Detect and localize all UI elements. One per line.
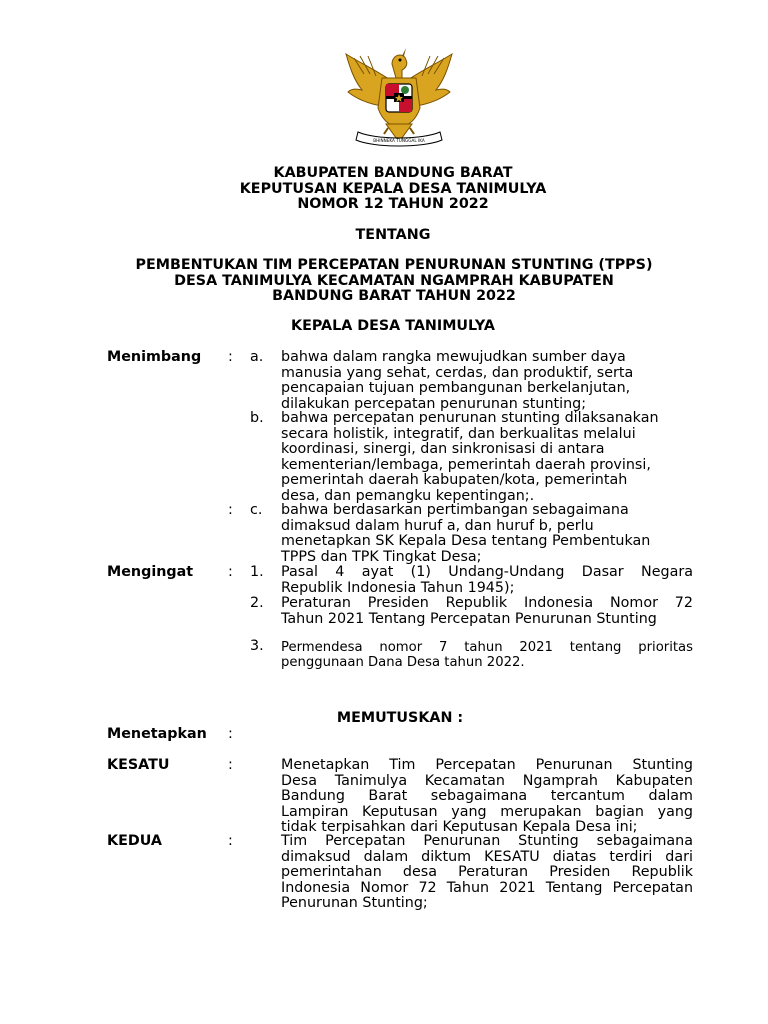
item-mark: 3. [250, 638, 264, 654]
item-mark: b. [250, 410, 264, 426]
garuda-emblem-icon [340, 44, 458, 152]
text-line: Tahun 2021 Tentang Percepatan Penurunan Stunting [281, 610, 657, 627]
mengingat-item-2 [281, 596, 693, 627]
text-line: manusia yang sehat, cerdas, dan produktif, serta [281, 364, 634, 381]
mengingat-label: Mengingat [107, 564, 194, 580]
item-mark: 2. [250, 595, 264, 611]
menimbang-colon: : [228, 349, 233, 365]
text-line: desa, dan pemangku kepentingan;. [281, 487, 535, 504]
text-line: bahwa percepatan penurunan stunting dilaksanakan [281, 410, 659, 426]
item-mark: 1. [250, 564, 264, 580]
official-title: KEPALA DESA TANIMULYA [291, 318, 495, 334]
text-line: bahwa berdasarkan pertimbangan sebagaimana [281, 502, 629, 518]
text-line: kementerian/lembaga, pemerintah daerah provinsi, [281, 456, 651, 473]
item-mark: c. [250, 502, 263, 518]
memutuskan-heading: MEMUTUSKAN : [336, 710, 464, 726]
text-line: bahwa dalam rangka mewujudkan sumber daya [281, 349, 626, 365]
text-line: Bandung Barat sebagaimana tercantum dalam [281, 788, 693, 804]
header-tentang: TENTANG [355, 227, 431, 243]
menimbang-item-b [281, 411, 693, 504]
text-line: Desa Tanimulya Kecamatan Ngamprah Kabupaten [281, 772, 693, 789]
text-line: Lampiran Keputusan yang merupakan bagian yang [281, 803, 693, 820]
text-line: Tim Percepatan Penurunan Stunting sebagaimana [281, 833, 693, 849]
text-line: TPPS dan TPK Tingkat Desa; [281, 548, 482, 565]
menetapkan-colon: : [228, 726, 233, 742]
kedua-label: KEDUA [107, 833, 162, 849]
text-line: Penurunan Stunting; [281, 895, 428, 911]
text-line: dimaksud dalam diktum KESATU diatas terdiri dari [281, 848, 693, 865]
text-line: Pasal 4 ayat (1) Undang-Undang Dasar Negara [281, 564, 693, 580]
text-line: pencapaian tujuan pembangunan berkelanjutan, [281, 380, 631, 396]
item-colon: : [228, 502, 233, 518]
kesatu-colon: : [228, 757, 233, 773]
text-line: penggunaan Dana Desa tahun 2022. [281, 654, 525, 670]
text-line: dilakukan percepatan penurunan stunting; [281, 395, 587, 412]
header-region: KABUPATEN BANDUNG BARAT [273, 165, 513, 181]
mengingat-item-1 [281, 565, 693, 596]
text-line: Republik Indonesia Tahun 1945); [281, 579, 515, 596]
decree-subject-line: PEMBENTUKAN TIM PERCEPATAN PENURUNAN STUNTING (TPPS) [135, 257, 653, 273]
text-line: Menetapkan Tim Percepatan Penurunan Stunting [281, 757, 693, 773]
menetapkan-label: Menetapkan [107, 726, 207, 742]
decree-subject-line: DESA TANIMULYA KECAMATAN NGAMPRAH KABUPATEN [174, 272, 614, 289]
text-line: tidak terpisahkan dari Keputusan Kepala Desa ini; [281, 819, 638, 835]
emblem-ribbon-text: BHINNEKA TUNGGAL IKA [373, 138, 425, 143]
text-line: pemerintahan desa Peraturan Presiden Republik [281, 864, 693, 880]
header-number-year: NOMOR 12 TAHUN 2022 [297, 196, 489, 212]
text-line: Indonesia Nomor 72 Tahun 2021 Tentang Percepatan [281, 879, 693, 896]
text-line: menetapkan SK Kepala Desa tentang Pembentukan [281, 533, 651, 549]
decree-subject [120, 258, 668, 305]
kedua-text [281, 834, 693, 912]
kesatu-text [281, 758, 693, 836]
text-line: Permendesa nomor 7 tahun 2021 tentang prioritas [281, 640, 693, 655]
kesatu-label: KESATU [107, 757, 170, 773]
mengingat-colon: : [228, 564, 233, 580]
menimbang-item-a [281, 350, 693, 412]
mengingat-item-3 [281, 641, 693, 670]
menimbang-label: Menimbang [107, 349, 202, 365]
header-decree-title: KEPUTUSAN KEPALA DESA TANIMULYA [239, 181, 547, 197]
text-line: Peraturan Presiden Republik Indonesia Nomor 72 [281, 595, 693, 611]
text-line: dimaksud dalam huruf a, dan huruf b, perlu [281, 517, 594, 534]
decree-subject-line: BANDUNG BARAT TAHUN 2022 [272, 288, 516, 304]
text-line: secara holistik, integratif, dan berkualitas melalui [281, 425, 636, 442]
item-mark: a. [250, 349, 264, 365]
kedua-colon: : [228, 833, 233, 849]
menimbang-item-c [281, 503, 693, 565]
text-line: pemerintah daerah kabupaten/kota, pemerintah [281, 472, 628, 488]
text-line: koordinasi, sinergi, dan sinkronisasi di antara [281, 441, 605, 457]
